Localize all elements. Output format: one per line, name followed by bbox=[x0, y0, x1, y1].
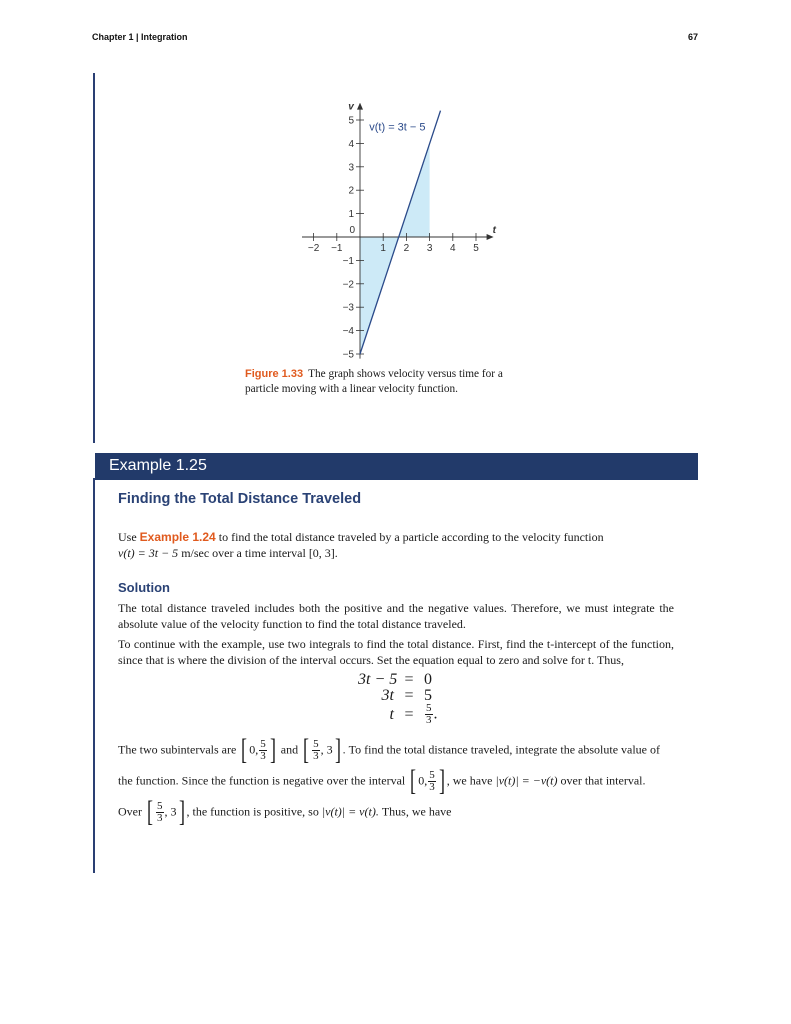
velocity-function: v(t) = 3t − 5 bbox=[118, 546, 179, 560]
x-axis-label: t bbox=[492, 225, 496, 236]
y-axis-label: v bbox=[348, 103, 354, 113]
x-tick-label: 1 bbox=[380, 243, 386, 254]
y-tick-label: 2 bbox=[348, 185, 354, 197]
x-tick-label: 3 bbox=[426, 243, 433, 254]
solution-paragraph-2: To continue with the example, use two integrals to find the total distance. First, find the t-intercept of the function, since that is where the division of the interval occurs. Set the equation equal to zero and solve for t. Thus, bbox=[118, 637, 674, 667]
function-label: v(t) = 3t − 5 bbox=[369, 121, 426, 134]
example-header-bar: Example 1.25 bbox=[95, 453, 698, 480]
y-tick-label: −5 bbox=[342, 349, 354, 361]
example-link[interactable]: Example 1.24 bbox=[139, 530, 216, 544]
y-tick-label: −2 bbox=[342, 279, 354, 291]
fraction-five-thirds: $\frac{5}{3}$ bbox=[426, 702, 432, 726]
example-title: Finding the Total Distance Traveled bbox=[118, 491, 362, 507]
x-tick-label: −1 bbox=[331, 243, 343, 254]
solution-line-negative: the function. Since the function is negative over the interval [ 0, $\frac{5}{3}$ ] , we have |v(t)| = −v(t) over that interval. bbox=[118, 764, 646, 797]
y-tick-label: −3 bbox=[342, 302, 354, 314]
time-interval: [0, 3]. bbox=[308, 546, 338, 560]
margin-rule bbox=[93, 478, 95, 873]
y-axis-arrow bbox=[357, 103, 363, 110]
y-tick-label: 1 bbox=[348, 209, 354, 221]
running-head-chapter: Chapter 1 | Integration bbox=[92, 32, 188, 42]
y-tick-label: 5 bbox=[348, 115, 354, 127]
y-tick-label: 3 bbox=[348, 162, 354, 174]
caption-line-2: particle moving with a linear velocity function. bbox=[245, 382, 459, 395]
figure-caption bbox=[245, 367, 535, 396]
margin-rule bbox=[93, 73, 95, 443]
solution-paragraph-1: The total distance traveled includes both the positive and the negative values. Therefore, we must integrate the absolute value of the velocity function to find the total distance traveled. bbox=[118, 601, 674, 631]
solution-line-positive: Over [ $\frac{5}{3}$ , 3] , the function is positive, so |v(t)| = v(t). Thus, we have bbox=[118, 795, 452, 828]
solution-line-subintervals: The two subintervals are [ 0, $\frac{5}{3}$ ] and [ $\frac{5}{3}$ , 3] . To find the total distance traveled, integrate the absolute value of bbox=[118, 733, 661, 766]
x-tick-label: −2 bbox=[307, 243, 320, 254]
page-number: 67 bbox=[687, 32, 698, 42]
velocity-graph bbox=[296, 103, 506, 361]
x-tick-label: 5 bbox=[473, 243, 479, 254]
caption-line-1: The graph shows velocity versus time for a bbox=[308, 368, 503, 380]
y-tick-label: 4 bbox=[348, 138, 354, 150]
solution-heading: Solution bbox=[118, 580, 170, 595]
origin-label: 0 bbox=[349, 225, 355, 236]
x-tick-label: 2 bbox=[403, 243, 410, 254]
y-tick-label: −1 bbox=[342, 255, 354, 267]
y-tick-label: −4 bbox=[342, 326, 354, 338]
problem-statement: Use Example 1.24 to find the total distance traveled by a particle according to the velocity function v(t) = 3t − 5 m/sec over a time interval [0, 3]. bbox=[118, 530, 604, 560]
x-tick-label: 4 bbox=[450, 243, 456, 254]
figure-label: Figure 1.33 bbox=[245, 368, 304, 380]
